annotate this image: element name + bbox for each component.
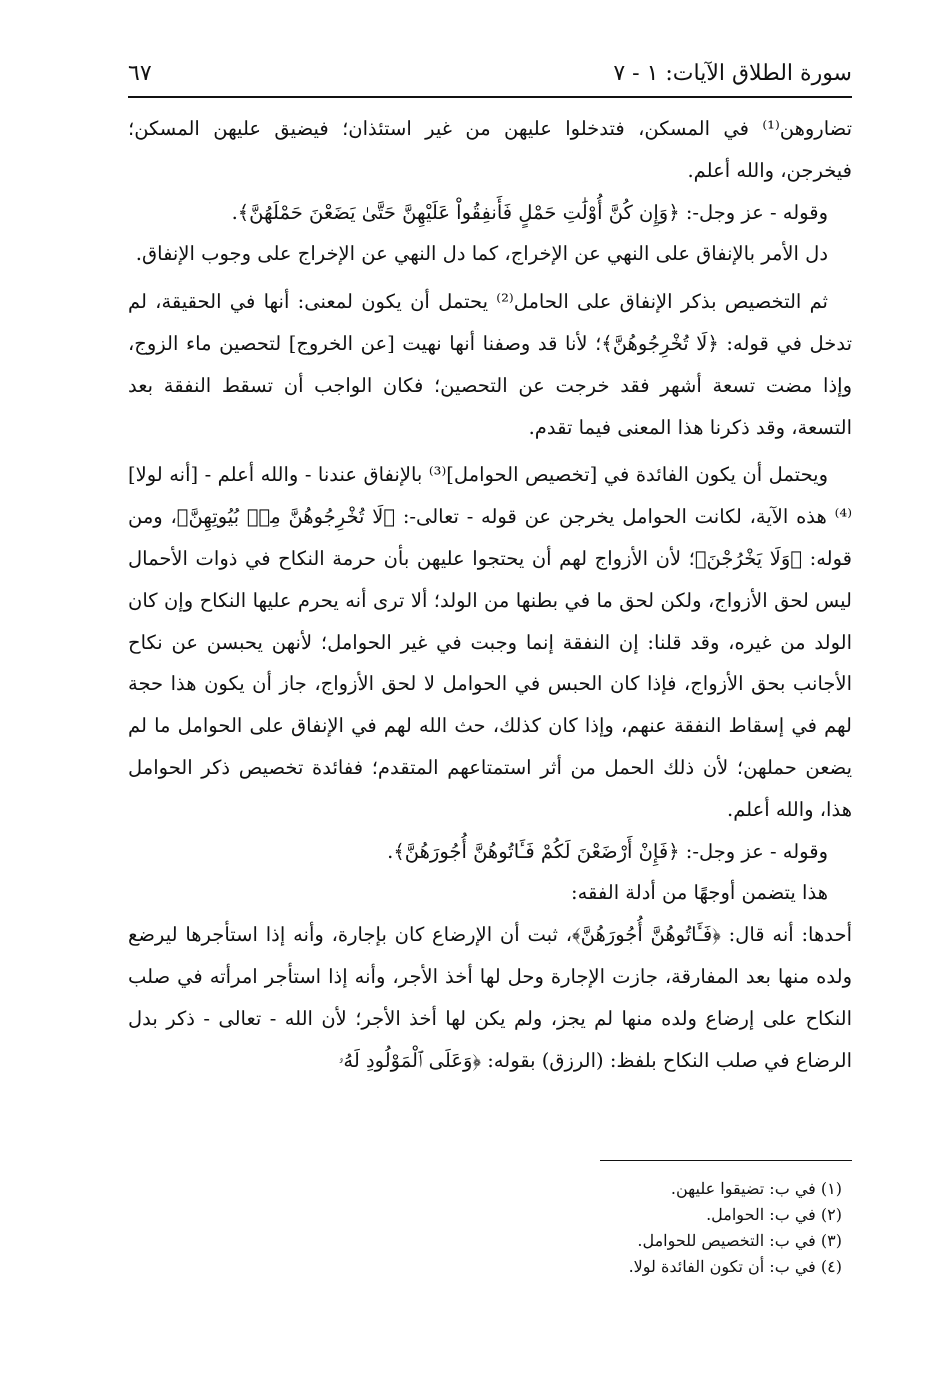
paragraph: تضاروهن⁽¹⁾ في المسكن، فتدخلوا عليهن من غير استئذان؛ فيضيق عليهن المسكن؛ فيخرجن، والله أعلم. bbox=[128, 117, 852, 182]
header-divider bbox=[128, 96, 852, 98]
main-text bbox=[128, 108, 852, 1081]
footnotes bbox=[128, 1176, 852, 1280]
paragraph: ويحتمل أن يكون الفائدة في [تخصيص الحوامل]⁽³⁾ بالإنفاق عندنا - والله أعلم - [أنه لولا]⁽⁴⁾ هذه الآية، لكانت الحوامل يخرجن عن قوله - تعالى-: ﴿لَا تُخْرِجُوهُنَّ مِنۢ بُيُوتِهِنَّ﴾، ومن قوله: ﴿وَلَا يَخْرُجْنَ﴾؛ لأن الأزواج لهم أن يحتجوا عليهن بأن حرمة النكاح في ذوات الأحمال ليس لحق الأزواج، ولكن لحق ما في بطنها من الولد؛ ألا ترى أنه يحرم عليها النكاح وإن كان الولد من غيره، وقد قلنا: إن النفقة إنما وجبت في غير الحوامل؛ لأنهن يحبسن عن نكاح الأجانب بحق الأزواج، فإذا كان الحبس في الحوامل لا لحق الأزواج، جاز أن يكون هذا حجة لهم في إسقاط النفقة عنهم، وإذا كان كذلك، حث الله لهم في الإنفاق على الحوامل ما لم يضعن حملهن؛ لأن ذلك الحمل من أثر استمتاعهم المتقدم؛ ففائدة تخصيص ذكر الحوامل هذا، والله أعلم. bbox=[128, 463, 852, 821]
page-header bbox=[128, 52, 852, 94]
page-number: ٦٧ bbox=[128, 60, 152, 86]
footnote: (٣) في ب: التخصيص للحوامل. bbox=[637, 1231, 842, 1250]
paragraph: دل الأمر بالإنفاق على النهي عن الإخراج، كما دل النهي عن الإخراج على وجوب الإنفاق. bbox=[135, 242, 828, 266]
paragraph: هذا يتضمن أوجهًا من أدلة الفقه: bbox=[571, 881, 828, 905]
footnote: (٤) في ب: أن تكون الفائدة لولا. bbox=[628, 1257, 842, 1276]
footnote: (٢) في ب: الحوامل. bbox=[706, 1205, 842, 1224]
paragraph: وقوله - عز وجل-: ﴿وَإِن كُنَّ أُوْلَٰتِ حَمْلٍ فَأَنفِقُواْ عَلَيْهِنَّ حَتَّىٰ يَضَعْنَ حَمْلَهُنَّ﴾. bbox=[231, 200, 828, 224]
paragraph: ثم التخصيص بذكر الإنفاق على الحامل⁽²⁾ يحتمل أن يكون لمعنى: أنها في الحقيقة، لم تدخل في قوله: ﴿لَا تُخْرِجُوهُنَّ﴾؛ لأنا قد وصفنا أنها نهيت [عن الخروج] لتحصين ماء الزوج، وإذا مضت تسعة أشهر فقد خرجت عن التحصين؛ فكان الواجب أن تسقط النفقة بعد التسعة، وقد ذكرنا هذا المعنى فيما تقدم. bbox=[128, 290, 852, 439]
paragraph: وقوله - عز وجل-: ﴿فَإِنْ أَرْضَعْنَ لَكُمْ فَـَٔاتُوهُنَّ أُجُورَهُنَّ﴾. bbox=[387, 839, 828, 863]
paragraph: أحدها: أنه قال: ﴿فَـَٔاتُوهُنَّ أُجُورَهُنَّ﴾، ثبت أن الإرضاع كان بإجارة، وأنه إذا استأجرها ليرضع ولده منها بعد المفارقة، جازت الإجارة وحل لها أخذ الأجر، وأنه إذا استأجر امرأته في صلب النكاح على إرضاع ولده منها لم يجز، ولم يكن لها أخذ الأجر؛ لأن الله - تعالى - ذكر بدل الرضاع في صلب النكاح بلفظ: (الرزق) بقوله: ﴿وَعَلَى ٱلْمَوْلُودِ لَهُۥ bbox=[128, 923, 852, 1072]
footnote-divider bbox=[600, 1160, 852, 1161]
running-title: سورة الطلاق الآيات: ١ - ٧ bbox=[613, 60, 852, 86]
footnote: (١) في ب: تضيقوا عليهن. bbox=[670, 1179, 842, 1198]
